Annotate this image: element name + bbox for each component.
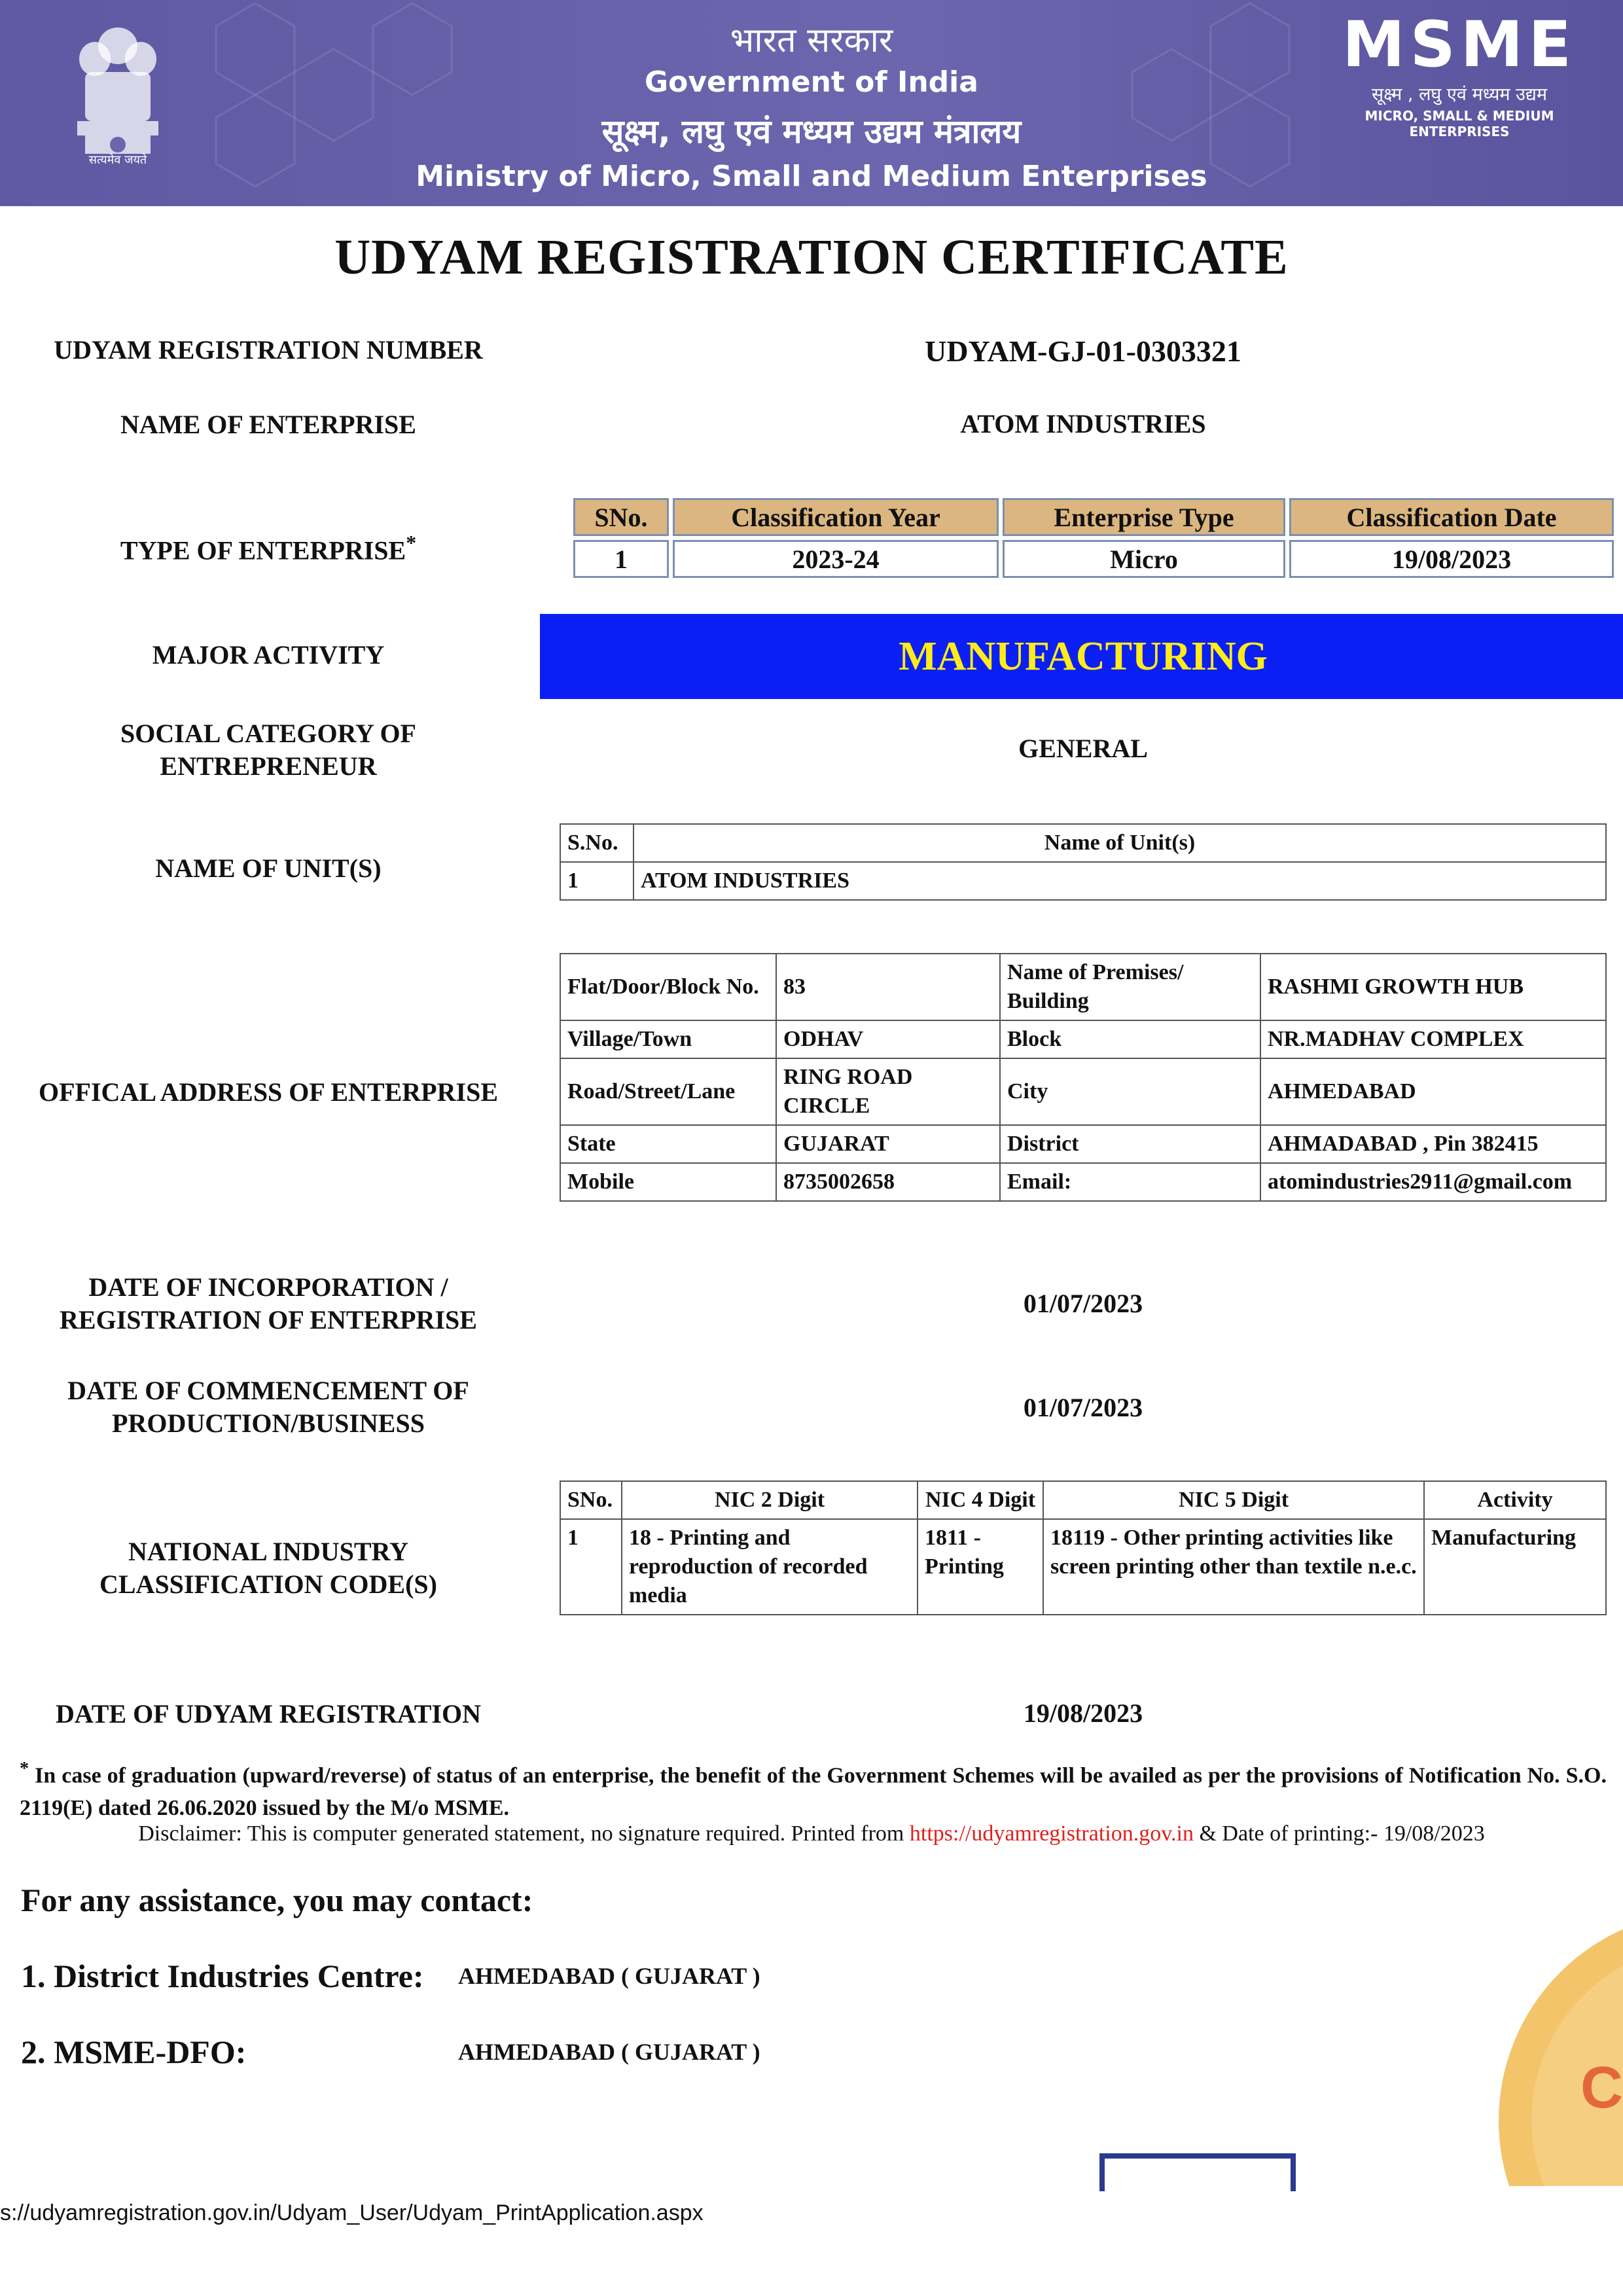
disclaimer — [0, 1821, 1623, 1846]
nic-cell: 1 — [560, 1519, 622, 1615]
address-cell-label: District — [1000, 1125, 1260, 1163]
dfo-value: AHMEDABAD ( GUJARAT ) — [458, 2039, 760, 2065]
gov-english-text: Government of India — [645, 65, 978, 99]
nic-header-activity: Activity — [1424, 1481, 1606, 1519]
incorporation-label-line2: REGISTRATION OF ENTERPRISE — [60, 1305, 477, 1335]
commencement-label-line1: DATE OF COMMENCEMENT OF — [67, 1376, 469, 1405]
units-header-row — [560, 824, 1606, 862]
incorporation-date-value: 01/07/2023 — [1023, 1289, 1143, 1318]
udyam-date-value: 19/08/2023 — [1023, 1698, 1143, 1728]
commencement-date-value: 01/07/2023 — [1023, 1393, 1143, 1422]
reg-number-label: UDYAM REGISTRATION NUMBER — [54, 335, 483, 365]
units-table — [560, 823, 1607, 901]
nic-header-5digit: NIC 5 Digit — [1043, 1481, 1424, 1519]
classification-cell: Micro — [1003, 540, 1285, 578]
address-table — [560, 953, 1607, 1202]
major-activity-value: MANUFACTURING — [540, 614, 1623, 699]
address-cell-value: NR.MADHAV COMPLEX — [1260, 1020, 1606, 1058]
address-cell-value: GUJARAT — [776, 1125, 1000, 1163]
address-cell-label: City — [1000, 1058, 1260, 1125]
address-cell-label: Email: — [1000, 1163, 1260, 1201]
ministry-english-text: Ministry of Micro, Small and Medium Enterprises — [416, 160, 1207, 193]
address-cell-value: AHMADABAD , Pin 382415 — [1260, 1125, 1606, 1163]
certificate-title: UDYAM REGISTRATION CERTIFICATE — [334, 230, 1289, 285]
header-banner — [0, 0, 1623, 206]
social-category-value: GENERAL — [1018, 734, 1148, 763]
address-cell-label: Name of Premises/ Building — [1000, 954, 1260, 1020]
classification-header-date: Classification Date — [1289, 498, 1614, 536]
incorporation-label-line1: DATE OF INCORPORATION / — [88, 1272, 448, 1302]
enterprise-type-label-text: TYPE OF ENTERPRISE — [120, 535, 406, 565]
units-header-name: Name of Unit(s) — [633, 824, 1606, 862]
address-row — [560, 954, 1606, 1020]
nic-label-line2: CLASSIFICATION CODE(S) — [99, 1570, 437, 1599]
address-cell-value: 8735002658 — [776, 1163, 1000, 1201]
address-cell-label: State — [560, 1125, 776, 1163]
address-row — [560, 1020, 1606, 1058]
svg-text:C: C — [1580, 2055, 1623, 2121]
disclaimer-text: Disclaimer: This is computer generated statement, no signature required. Printed from — [138, 1821, 910, 1846]
classification-cell: 19/08/2023 — [1289, 540, 1614, 578]
incorporation-label — [20, 1271, 517, 1336]
classification-header-year: Classification Year — [673, 498, 999, 536]
address-cell-label: Road/Street/Lane — [560, 1058, 776, 1125]
address-cell-value: RING ROAD CIRCLE — [776, 1058, 1000, 1125]
footer-url: s://udyamregistration.gov.in/Udyam_User/Udyam_PrintApplication.aspx — [0, 2200, 704, 2225]
seal-arc-decoration — [1459, 1918, 1623, 2186]
classification-cell: 2023-24 — [673, 540, 999, 578]
enterprise-type-label: TYPE OF ENTERPRISE* — [120, 531, 417, 565]
reg-number-value: UDYAM-GJ-01-0303321 — [925, 334, 1241, 368]
footnote-asterisk: * — [20, 1759, 29, 1779]
units-header-sno: S.No. — [560, 824, 633, 862]
commencement-label-line2: PRODUCTION/BUSINESS — [112, 1408, 425, 1438]
footnote-text: In case of graduation (upward/reverse) of status of an enterprise, the benefit of the Government Schemes will be availed as per the provisions of Notification No. S.O. 2119(E) dated 26.06.2020 issued by the M/o MSME. — [20, 1763, 1607, 1821]
ministry-hindi-text: सूक्ष्म, लघु एवं मध्यम उद्यम मंत्रालय — [601, 113, 1022, 151]
msme-logo — [1335, 8, 1584, 139]
classification-cell: 1 — [573, 540, 669, 578]
nic-row — [560, 1519, 1606, 1615]
msme-logo-hindi: सूक्ष्म , लघु एवं मध्यम उद्यम — [1371, 84, 1548, 105]
classification-header-row — [573, 498, 1614, 536]
emblem-motto: सत्यमेव जयते — [88, 153, 147, 167]
social-category-label-line2: ENTREPRENEUR — [160, 751, 377, 781]
nic-label-line1: NATIONAL INDUSTRY — [128, 1537, 408, 1566]
address-cell-label: Block — [1000, 1020, 1260, 1058]
dic-label: 1. District Industries Centre: — [21, 1958, 424, 1994]
address-cell-label: Village/Town — [560, 1020, 776, 1058]
address-label: OFFICAL ADDRESS OF ENTERPRISE — [39, 1077, 498, 1107]
nic-header-sno: SNo. — [560, 1481, 622, 1519]
msme-logo-english: MICRO, SMALL & MEDIUM ENTERPRISES — [1364, 108, 1554, 139]
social-category-label — [20, 717, 517, 783]
assistance-heading: For any assistance, you may contact: — [21, 1882, 533, 1918]
classification-row — [573, 540, 1614, 578]
footnote — [20, 1753, 1607, 1825]
address-cell-label: Flat/Door/Block No. — [560, 954, 776, 1020]
classification-header-sno: SNo. — [573, 498, 669, 536]
classification-table — [569, 494, 1618, 582]
commencement-label — [20, 1374, 517, 1440]
udyam-portal-link[interactable]: https://udyamregistration.gov.in — [909, 1821, 1194, 1846]
units-label: NAME OF UNIT(S) — [155, 853, 382, 883]
units-cell: 1 — [560, 862, 633, 900]
enterprise-name-value: ATOM INDUSTRIES — [960, 409, 1206, 439]
units-cell: ATOM INDUSTRIES — [633, 862, 1606, 900]
nic-cell: 18 - Printing and reproduction of recorded media — [622, 1519, 918, 1615]
social-category-label-line1: SOCIAL CATEGORY OF — [120, 719, 416, 748]
address-cell-value: RASHMI GROWTH HUB — [1260, 954, 1606, 1020]
nic-header-2digit: NIC 2 Digit — [622, 1481, 918, 1519]
disclaimer-date: & Date of printing:- 19/08/2023 — [1193, 1821, 1485, 1846]
major-activity-label: MAJOR ACTIVITY — [152, 640, 385, 670]
stamp-box-decoration — [1099, 2152, 1296, 2191]
address-row — [560, 1058, 1606, 1125]
dfo-label: 2. MSME-DFO: — [21, 2034, 247, 2070]
msme-logo-word: MSME — [1342, 8, 1577, 81]
nic-table — [560, 1480, 1607, 1615]
nic-cell: 1811 - Printing — [918, 1519, 1043, 1615]
units-row — [560, 862, 1606, 900]
nic-cell: 18119 - Other printing activities like screen printing other than textile n.e.c. — [1043, 1519, 1424, 1615]
address-cell-value: 83 — [776, 954, 1000, 1020]
address-email-value: atomindustries2911@gmail.com — [1260, 1163, 1606, 1201]
enterprise-name-label: NAME OF ENTERPRISE — [120, 410, 416, 439]
dic-value: AHMEDABAD ( GUJARAT ) — [458, 1963, 760, 1989]
nic-cell: Manufacturing — [1424, 1519, 1606, 1615]
nic-label — [20, 1535, 517, 1601]
address-row — [560, 1125, 1606, 1163]
classification-header-type: Enterprise Type — [1003, 498, 1285, 536]
address-cell-label: Mobile — [560, 1163, 776, 1201]
nic-header-4digit: NIC 4 Digit — [918, 1481, 1043, 1519]
address-cell-value: ODHAV — [776, 1020, 1000, 1058]
nic-header-row — [560, 1481, 1606, 1519]
address-row — [560, 1163, 1606, 1201]
udyam-date-label: DATE OF UDYAM REGISTRATION — [55, 1699, 482, 1729]
address-cell-value: AHMEDABAD — [1260, 1058, 1606, 1125]
gov-hindi-text: भारत सरकार — [730, 21, 893, 60]
